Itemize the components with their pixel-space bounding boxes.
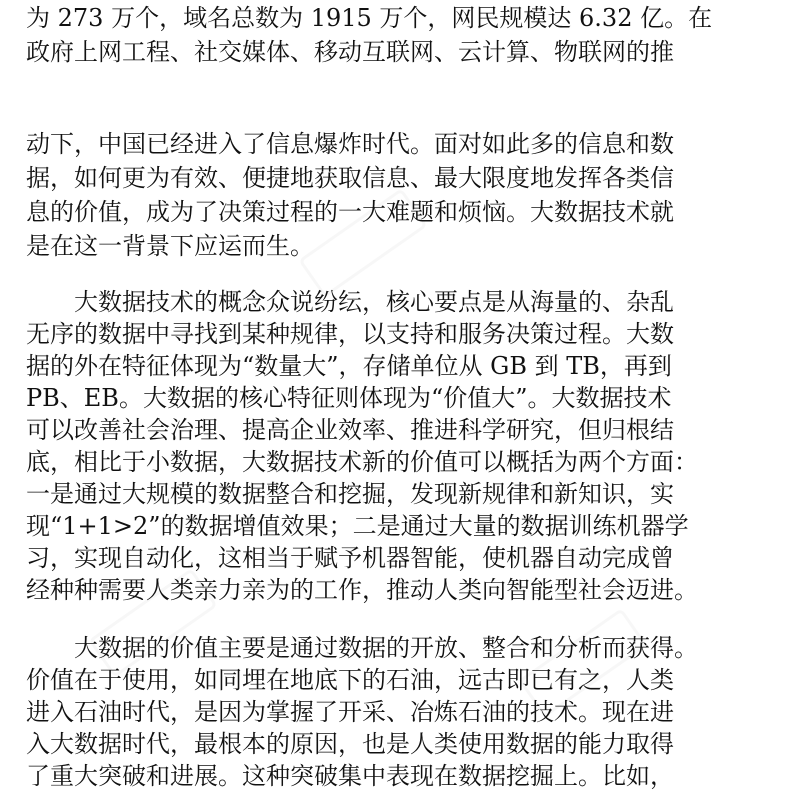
text-line: 进入石油时代，是因为掌握了开采、冶炼石油的技术。现在进 xyxy=(26,698,674,726)
text-line: 一是通过大规模的数据整合和挖掘，发现新规律和新知识，实 xyxy=(26,480,674,508)
text-line: 为 273 万个，域名总数为 1915 万个，网民规模达 6.32 亿。在 xyxy=(26,4,713,32)
text-line: 经种种需要人类亲力亲为的工作，推动人类向智能型社会迈进。 xyxy=(26,576,698,604)
text-line: 政府上网工程、社交媒体、移动互联网、云计算、物联网的推 xyxy=(26,38,674,66)
text-line: 据的外在特征体现为“数量大”，存储单位从 GB 到 TB，再到 xyxy=(26,352,672,380)
text-line: 现“1+1>2”的数据增值效果；二是通过大量的数据训练机器学 xyxy=(26,512,689,540)
text-line: 习，实现自动化，这相当于赋予机器智能，使机器自动完成曾 xyxy=(26,544,674,572)
text-line: 无序的数据中寻找到某种规律，以支持和服务决策过程。大数 xyxy=(26,320,674,348)
text-line: 是在这一背景下应运而生。 xyxy=(26,232,314,260)
text-line: PB、EB。大数据的核心特征则体现为“价值大”。大数据技术 xyxy=(26,384,672,412)
text-line: 大数据的价值主要是通过数据的开放、整合和分析而获得。 xyxy=(26,634,698,662)
text-line: 价值在于使用，如同埋在地底下的石油，远古即已有之，人类 xyxy=(26,666,674,694)
text-line: 可以改善社会治理、提高企业效率、推进科学研究，但归根结 xyxy=(26,416,674,444)
text-line: 动下，中国已经进入了信息爆炸时代。面对如此多的信息和数 xyxy=(26,130,674,158)
text-line: 了重大突破和进展。这种突破集中表现在数据挖掘上。比如， xyxy=(26,762,674,790)
text-line: 底，相比于小数据，大数据技术新的价值可以概括为两个方面： xyxy=(26,448,698,476)
text-line: 息的价值，成为了决策过程的一大难题和烦恼。大数据技术就 xyxy=(26,198,674,226)
text-line: 大数据技术的概念众说纷纭，核心要点是从海量的、杂乱 xyxy=(26,288,674,316)
text-line: 据，如何更为有效、便捷地获取信息、最大限度地发挥各类信 xyxy=(26,164,674,192)
text-line: 入大数据时代，最根本的原因，也是人类使用数据的能力取得 xyxy=(26,730,674,758)
